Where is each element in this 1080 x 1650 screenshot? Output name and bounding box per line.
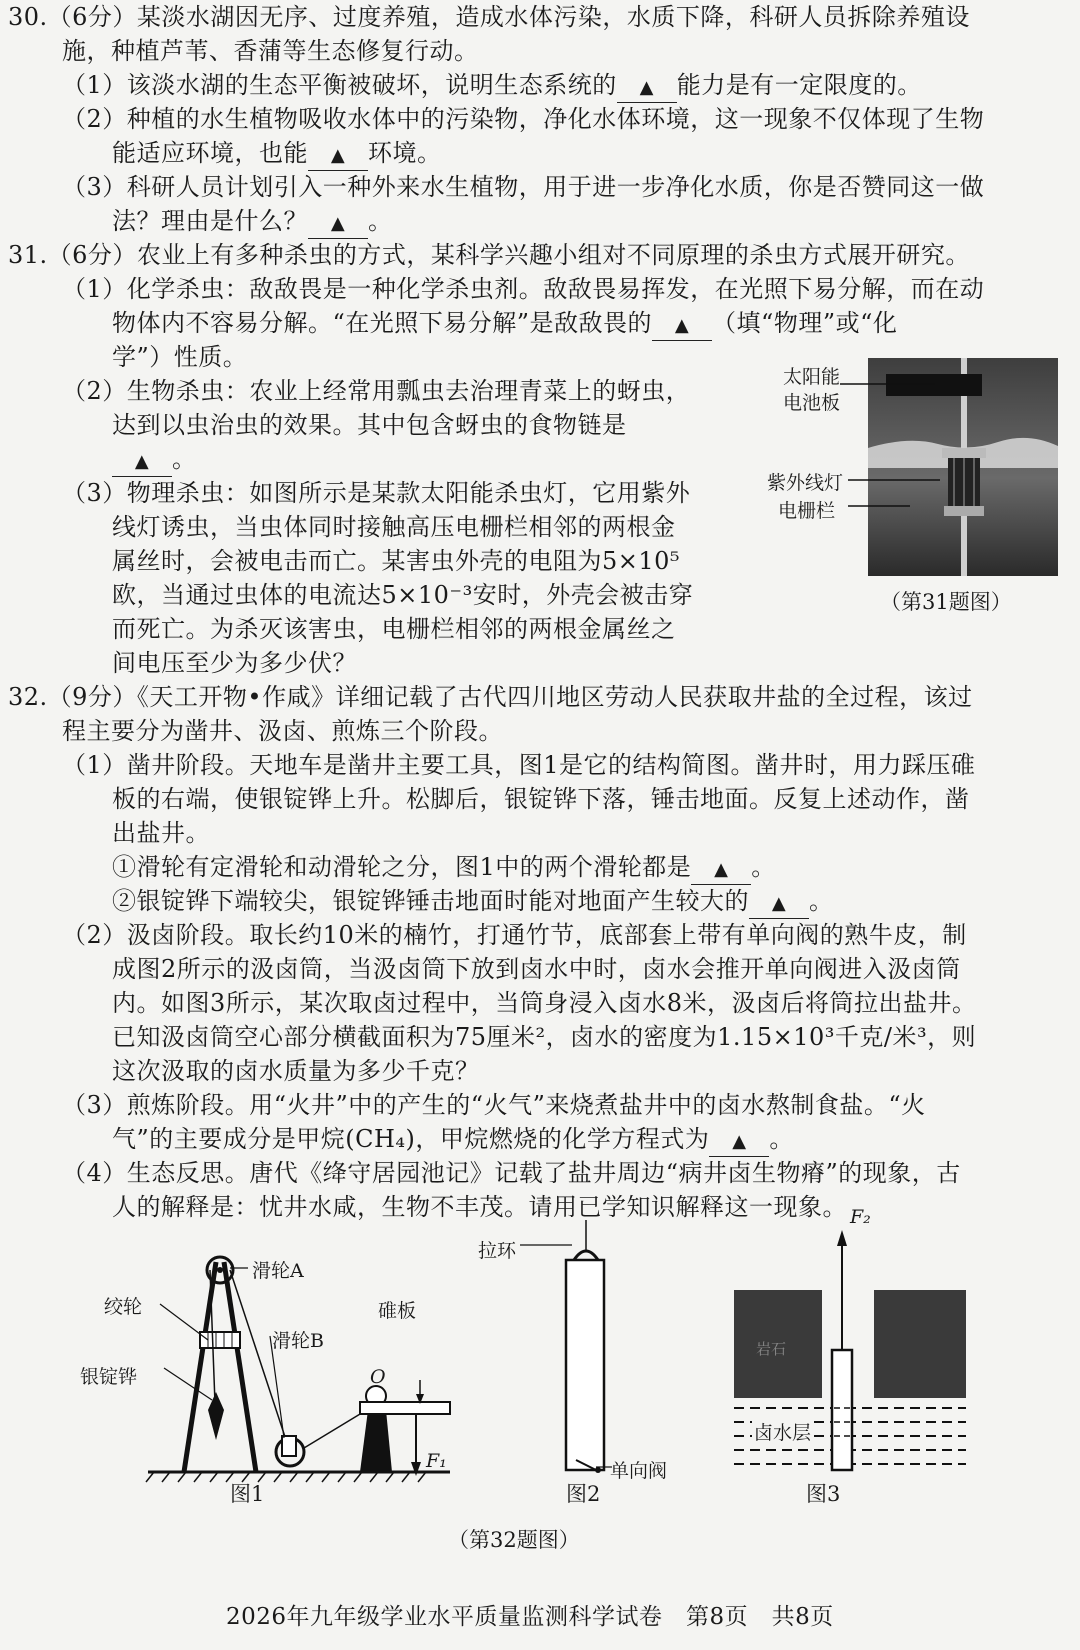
q30-title: 30.（6分）某淡水湖因无序、过度养殖，造成水体污染，水质下降，科研人员拆除养殖设 (8, 3, 970, 31)
label-uv-2: 电栅栏 (778, 500, 836, 522)
label-silver-bit: 银锭铧 (80, 1366, 138, 1388)
q31-part3-b: 线灯诱虫，当虫体同时接触高压电栅栏相邻的两根金 (112, 513, 676, 541)
answer-blank[interactable]: ▲ (691, 853, 751, 885)
answer-blank[interactable]: ▲ (308, 207, 368, 239)
q30-part3-cont: 法？理由是什么？ ▲ 。 (112, 204, 393, 239)
fig2-valve-leader (596, 1462, 616, 1472)
q31-part3-d: 欧，当通过虫体的电流达5×10⁻³安时，外壳会被击穿 (112, 581, 694, 609)
label-solar-2: 电池板 (783, 392, 841, 414)
winch (200, 1332, 240, 1348)
answer-blank[interactable]: ▲ (617, 71, 677, 103)
q31-part2-end: ▲ 。 (112, 442, 197, 477)
label-brine-layer: 卤水层 (752, 1418, 813, 1445)
fig2-caption: 图2 (566, 1482, 601, 1506)
q30-part2-cont: 能适应环境，也能 ▲ 环境。 (112, 136, 442, 171)
q32-part3: （3）煎炼阶段。用“火井”中的产生的“火气”来烧煮盐井中的卤水熬制食盐。“火 (62, 1091, 926, 1119)
answer-blank[interactable]: ▲ (652, 309, 712, 341)
q30-title-2: 施，种植芦苇、香蒲等生态修复行动。 (62, 37, 479, 65)
frame-right-leg (224, 1262, 256, 1472)
answer-blank[interactable]: ▲ (749, 887, 809, 919)
rock-right (874, 1290, 966, 1398)
q32-part2-b: 成图2所示的汲卤筒，当汲卤筒下放到卤水中时，卤水会推开单向阀进入汲卤筒 (112, 955, 961, 983)
q30-part2: （2）种植的水生植物吸收水体中的污染物，净化水体环境，这一现象不仅体现了生物 (62, 105, 985, 133)
pull-ring (574, 1251, 598, 1260)
fig31-leader-lines (840, 360, 960, 520)
q31-part3: （3）物理杀虫：如图所示是某款太阳能杀虫灯，它用紫外 (62, 479, 691, 507)
answer-blank[interactable]: ▲ (308, 139, 368, 171)
label-uv-1: 紫外线灯 (767, 472, 844, 494)
page-footer: 2026年九年级学业水平质量监测科学试卷 第8页 共8页 (226, 1604, 834, 1630)
q31-part1: （1）化学杀虫：敌敌畏是一种化学杀虫剂。敌敌畏易挥发，在光照下易分解，而在动 (62, 275, 985, 303)
answer-blank[interactable]: ▲ (112, 445, 172, 477)
pedal-board (360, 1402, 450, 1414)
q31-part1-cont: 物体内不容易分解。“在光照下易分解”是敌敌畏的 ▲ （填“物理”或“化 (112, 306, 897, 341)
q32-part2-d: 已知汲卤筒空心部分横截面积为75厘米²，卤水的密度为1.15×10³千克/米³，则 (112, 1023, 977, 1051)
label-pull-ring: 拉环 (478, 1240, 517, 1262)
fig3-caption: 图3 (806, 1482, 841, 1506)
q31-part1-end: 学”）性质。 (112, 343, 248, 371)
label-pulley-b: 滑轮B (272, 1330, 324, 1352)
q31-part3-c: 属丝时，会被电击而亡。某害虫外壳的电阻为5×10⁵ (112, 547, 681, 575)
q32-part1-d: ①滑轮有定滑轮和动滑轮之分，图1中的两个滑轮都是 ▲ 。 (112, 850, 776, 885)
q31-title: 31.（6分）农业上有多种杀虫的方式，某科学兴趣小组对不同原理的杀虫方式展开研究。 (8, 241, 970, 269)
brine-tube (566, 1260, 604, 1470)
fig2-ring-leader (520, 1240, 580, 1250)
label-rock: 岩石 (756, 1340, 787, 1358)
q31-part3-f: 间电压至少为多少伏？ (112, 649, 357, 677)
label-check-valve: 单向阀 (610, 1460, 668, 1482)
q30-part3: （3）科研人员计划引入一种外来水生植物，用于进一步净化水质，你是否赞同这一做 (62, 173, 985, 201)
label-f1: F₁ (426, 1450, 447, 1472)
q32-part1-c: 出盐井。 (112, 819, 210, 847)
label-pulley-a: 滑轮A (252, 1260, 304, 1282)
q31-part2-cont: 达到以虫治虫的效果。其中包含蚜虫的食物链是 (112, 411, 627, 439)
q32-part2: （2）汲卤阶段。取长约10米的楠竹，打通竹节，底部套上带有单向阀的熟牛皮，制 (62, 921, 967, 949)
q32-part4: （4）生态反思。唐代《绛守居园池记》记载了盐井周边“病井卤生物瘠”的现象，古 (62, 1159, 961, 1187)
q32-title-2: 程主要分为凿井、汲卤、煎炼三个阶段。 (62, 717, 503, 745)
tube-in-well (832, 1350, 852, 1470)
q32-part1-b: 板的右端，使银锭铧上升。松脚后，银锭铧下落，锤击地面。反复上述动作，凿 (112, 785, 970, 813)
answer-blank[interactable]: ▲ (709, 1125, 769, 1157)
fig2-diagram (540, 1220, 630, 1480)
fulcrum-stand (360, 1410, 392, 1472)
q32-part2-e: 这次汲取的卤水质量为多少千克？ (112, 1057, 480, 1085)
label-pedal-board: 碓板 (378, 1300, 417, 1322)
fig1-caption: 图1 (230, 1482, 265, 1506)
q32-title: 32.（9分）《天工开物•作咸》详细记载了古代四川地区劳动人民获取井盐的全过程，该过 (8, 683, 973, 711)
label-f2: F₂ (850, 1206, 871, 1228)
q31-part2: （2）生物杀虫：农业上经常用瓢虫去治理青菜上的蚜虫， (62, 377, 691, 405)
q32-part1-f: ②银锭铧下端较尖，银锭铧锤击地面时能对地面产生较大的 ▲ 。 (112, 884, 834, 919)
q30-part1: （1）该淡水湖的生态平衡被破坏，说明生态系统的 ▲ 能力是有一定限度的。 (62, 68, 922, 103)
q32-part3-b: 气”的主要成分是甲烷(CH₄)，甲烷燃烧的化学方程式为 ▲ 。 (112, 1122, 794, 1157)
fig32-caption: （第32题图） (448, 1528, 580, 1552)
label-pivot-o: O (370, 1366, 386, 1388)
label-solar-1: 太阳能 (783, 366, 841, 388)
q32-part1: （1）凿井阶段。天地车是凿井主要工具，图1是它的结构简图。凿井时，用力踩压碓 (62, 751, 976, 779)
q32-part4-b: 人的解释是：忧井水咸，生物不丰茂。请用已学知识解释这一现象。 (112, 1193, 847, 1221)
q31-part3-e: 而死亡。为杀灭该害虫，电栅栏相邻的两根金属丝之 (112, 615, 676, 643)
fig31-caption: （第31题图） (880, 590, 1012, 614)
label-winch: 绞轮 (104, 1296, 143, 1318)
q32-part2-c: 内。如图3所示，某次取卤过程中，当筒身浸入卤水8米，汲卤后将筒拉出盐井。 (112, 989, 977, 1017)
